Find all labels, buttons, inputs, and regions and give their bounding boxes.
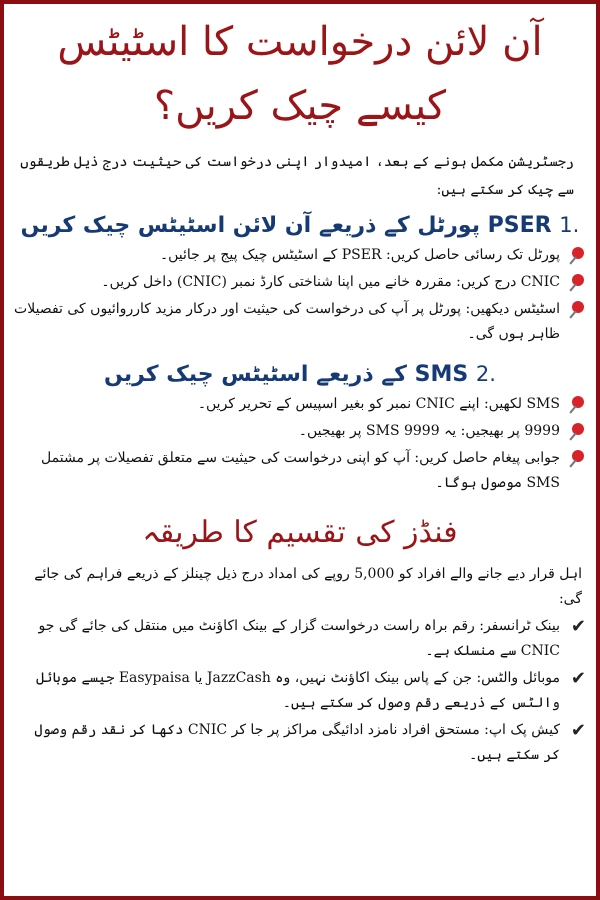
pushpin-icon: [566, 392, 586, 414]
checkmark-icon: ✔: [570, 616, 586, 637]
section2-heading: [14, 359, 586, 390]
section1-heading-text: PSER پورٹل کے ذریعے آن لائن اسٹیٹس چیک کریں: [20, 213, 552, 238]
list-item-text: کیش پک اپ: مستحق افراد نامزد ادائیگی مراکز پر جا کر CNIC دکھا کر نقد رقم وصول کر سکتے ہیں۔: [34, 722, 560, 763]
intro-text: رجسٹریشن مکمل ہونے کے بعد، امیدوار اپنی درخواست کی حیثیت درج ذیل طریقوں سے چیک کر سکتے ہیں:: [20, 154, 574, 198]
checkmark-icon: ✔: [570, 668, 586, 689]
list-item: [14, 446, 586, 496]
pushpin-icon: [566, 446, 586, 468]
list-item-text: بینک ٹرانسفر: رقم براہ راست درخواست گزار کے بینک اکاؤنٹ میں منتقل کی جائے گی جو CNIC سے منسلک ہے۔: [38, 618, 560, 659]
list-item-text: موبائل والٹس: جن کے پاس بینک اکاؤنٹ نہیں، وہ JazzCash یا Easypaisa جیسے موبائل والٹس کے ذریعے رقم وصول کر سکتے ہیں۔: [36, 670, 560, 711]
section2-heading-text: SMS کے ذریعے اسٹیٹس چیک کریں: [104, 362, 469, 387]
list-item: [14, 614, 586, 664]
checkmark-icon: ✔: [570, 720, 586, 741]
list-item-text: 9999 پر بھیجیں: یہ SMS 9999 پر بھیجیں۔: [298, 423, 560, 439]
pushpin-icon: [566, 297, 586, 319]
section3-lead: اہل قرار دیے جانے والے افراد کو 5,000 روپے کی امداد درج ذیل چینلز کے ذریعے فراہم کی جائے گی:: [34, 566, 582, 607]
pushpin-icon: [566, 419, 586, 441]
list-item-text: اسٹیٹس دیکھیں: پورٹل پر آپ کی درخواست کی حیثیت اور درکار مزید کارروائیوں کی تفصیلات ظاہر ہوں گی۔: [14, 301, 560, 342]
page-title: آن لائن درخواست کا اسٹیٹس کیسے چیک کریں؟: [57, 19, 543, 129]
pushpin-icon: [566, 243, 586, 265]
list-item-text: پورٹل تک رسائی حاصل کریں: PSER کے اسٹیٹس چیک پیج پر جائیں۔: [159, 247, 560, 263]
section1-heading: [14, 210, 586, 241]
list-item-text: CNIC درج کریں: مقررہ خانے میں اپنا شناختی کارڈ نمبر (CNIC) داخل کریں۔: [101, 274, 560, 290]
list-item: [14, 718, 586, 768]
list-item-text: جوابی پیغام حاصل کریں: آپ کو اپنی درخواست کی حیثیت سے متعلق تفصیلات پر مشتمل SMS موصول ہوگا۔: [41, 450, 560, 491]
list-item: [14, 392, 586, 417]
article: [14, 10, 586, 768]
list-item-text: SMS لکھیں: اپنے CNIC نمبر کو بغیر اسپیس کے تحریر کریں۔: [197, 396, 560, 412]
list-item: [14, 270, 586, 295]
list-item: [14, 666, 586, 716]
list-item: [14, 297, 586, 347]
list-item: [14, 419, 586, 444]
list-item: [14, 243, 586, 268]
section3-heading: فنڈز کی تقسیم کا طریقہ: [142, 515, 458, 550]
section1-number: .1: [559, 213, 580, 237]
section2-number: .2: [475, 362, 496, 386]
pushpin-icon: [566, 270, 586, 292]
